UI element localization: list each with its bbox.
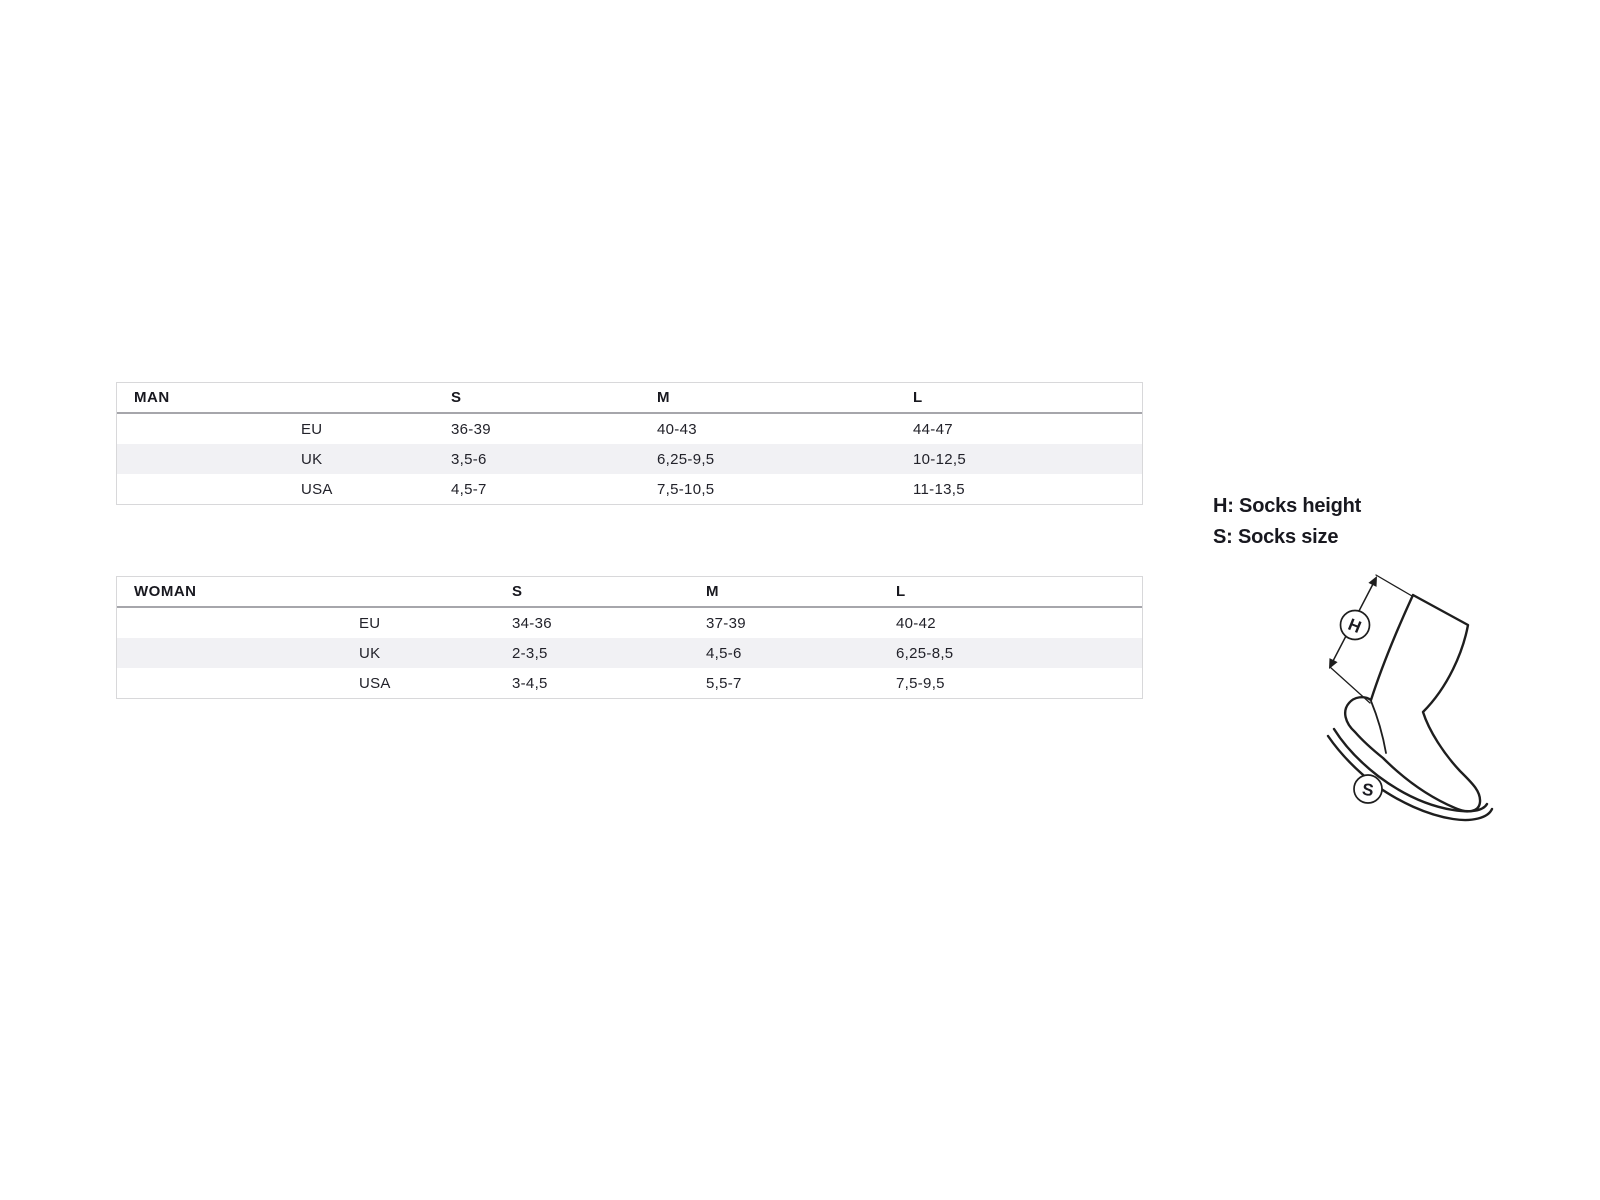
table-row-uk: [117, 638, 1142, 668]
size-value: 4,5-6: [706, 644, 742, 662]
diagram-legend: [1213, 491, 1361, 553]
size-value: 4,5-7: [451, 480, 487, 498]
size-value: 7,5-9,5: [896, 674, 945, 692]
size-value: 3-4,5: [512, 674, 548, 692]
size-value: 34-36: [512, 614, 552, 632]
column-header-s: S: [451, 389, 462, 406]
size-value: 40-43: [657, 420, 697, 438]
sock-diagram: [1140, 460, 1600, 840]
table-row-usa: [117, 474, 1142, 504]
size-value: 6,25-8,5: [896, 644, 954, 662]
size-value: 44-47: [913, 420, 953, 438]
column-header-l: L: [913, 389, 923, 406]
woman-size-table: [116, 576, 1143, 699]
region-label: USA: [301, 480, 333, 498]
table-header-row: [117, 577, 1142, 608]
size-value: 36-39: [451, 420, 491, 438]
height-marker-icon: [1341, 611, 1370, 640]
size-marker-letter: S: [1360, 779, 1375, 801]
size-marker-icon: [1354, 775, 1382, 803]
table-row-uk: [117, 444, 1142, 474]
region-label: EU: [301, 420, 323, 438]
table-row-eu: [117, 414, 1142, 444]
table-header-row: [117, 383, 1142, 414]
column-header-s: S: [512, 583, 523, 600]
dimension-extension-top: [1376, 575, 1412, 596]
man-size-table: [116, 382, 1143, 505]
heel-seam: [1371, 701, 1386, 753]
legend-socks-size: S: Socks size: [1213, 526, 1339, 548]
size-value: 2-3,5: [512, 644, 548, 662]
size-value: 3,5-6: [451, 450, 487, 468]
size-value: 10-12,5: [913, 450, 966, 468]
legend-socks-height: H: Socks height: [1213, 495, 1362, 517]
column-header-l: L: [896, 583, 906, 600]
table-row-eu: [117, 608, 1142, 638]
region-label: UK: [301, 450, 323, 468]
column-header-m: M: [706, 583, 719, 600]
column-header-m: M: [657, 389, 670, 406]
table-row-usa: [117, 668, 1142, 698]
height-marker-letter: H: [1345, 614, 1364, 638]
size-value: 11-13,5: [913, 480, 965, 498]
size-value: 40-42: [896, 614, 936, 632]
region-label: UK: [359, 644, 381, 662]
size-value: 6,25-9,5: [657, 450, 715, 468]
size-value: 37-39: [706, 614, 746, 632]
size-value: 5,5-7: [706, 674, 742, 692]
table-title: MAN: [134, 389, 170, 406]
table-title: WOMAN: [134, 583, 197, 600]
region-label: EU: [359, 614, 381, 632]
region-label: USA: [359, 674, 391, 692]
size-value: 7,5-10,5: [657, 480, 715, 498]
